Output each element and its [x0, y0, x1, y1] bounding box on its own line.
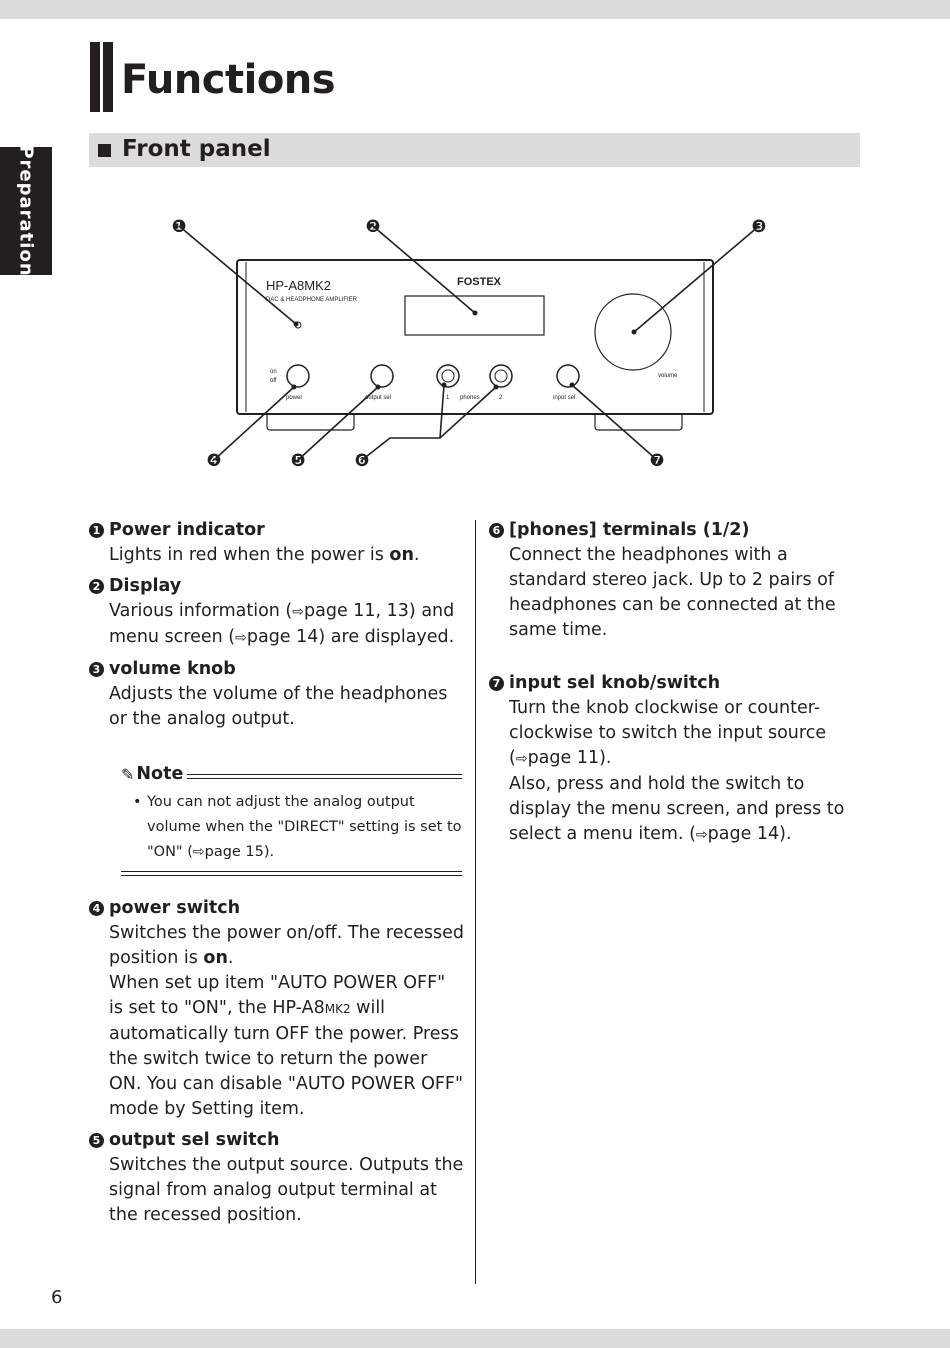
side-tab-label: Preparation	[15, 145, 37, 277]
callout-3: ❸	[751, 217, 767, 237]
arrow-icon: ⇨	[235, 630, 247, 646]
label-input-sel: input sel	[553, 395, 576, 401]
note-rule-bottom	[121, 871, 462, 876]
callout-2: ❷	[365, 217, 381, 237]
item-text: .	[413, 545, 420, 565]
item-text: Also, press and hold the switch to display the menu screen, and press to select a menu item. (	[509, 774, 845, 844]
note-text: You can not adjust the analog output volume when the "DIRECT" setting is set to "ON" (	[147, 794, 462, 860]
item-title: input sel	[509, 673, 596, 693]
item-text: page 14).	[707, 824, 792, 844]
item-number-badge: 5	[89, 1133, 104, 1148]
column-divider	[475, 520, 476, 1284]
label-phones-1: 1	[446, 395, 450, 401]
item-text: .	[227, 948, 234, 968]
label-volume: volume	[658, 373, 678, 379]
item-volume-knob	[89, 657, 464, 732]
item-display	[89, 574, 464, 651]
item-text: Adjusts the volume of the headphones or the analog output.	[109, 684, 448, 729]
callout-4: ❹	[206, 451, 222, 471]
arrow-icon: ⇨	[192, 844, 205, 860]
callout-5: ❺	[290, 451, 306, 471]
callout-1: ❶	[171, 217, 187, 237]
item-power-switch	[89, 896, 464, 1122]
item-number-badge: 1	[89, 523, 104, 538]
note-rule	[187, 774, 462, 779]
label-phones: phones	[460, 395, 480, 401]
label-output-sel: output sel	[365, 395, 392, 401]
arrow-icon: ⇨	[515, 751, 528, 767]
item-number-badge: 3	[89, 662, 104, 677]
item-input-sel	[489, 671, 864, 848]
section-title: Front panel	[122, 136, 271, 162]
item-number-badge: 6	[489, 523, 504, 538]
item-text: Various information (	[109, 601, 293, 621]
item-number-badge: 4	[89, 901, 104, 916]
label-on: on	[270, 369, 277, 375]
item-title: [phones] terminals (1/2)	[509, 520, 750, 540]
bottom-band	[0, 1329, 950, 1348]
left-column	[89, 518, 464, 1234]
device-model-label: HP-A8MK2	[266, 278, 332, 293]
note-body	[121, 786, 462, 871]
item-text: Lights in red when the power is	[109, 545, 390, 565]
item-title: Display	[109, 576, 182, 596]
item-title: Power indicator	[109, 520, 265, 540]
item-text: page 14) are displayed.	[246, 627, 455, 647]
note-text: page 15).	[204, 844, 275, 860]
item-title-rest: knob/switch	[595, 673, 721, 693]
item-text-bold: on	[203, 948, 228, 968]
item-phones	[489, 518, 864, 643]
item-text: Connect the headphones with a standard stereo jack. Up to 2 pairs of headphones can be connected at the same time.	[509, 545, 836, 640]
device-model-sub: DAC & HEADPHONE AMPLIFIER	[266, 297, 358, 303]
item-text: Switches the output source. Outputs the signal from analog output terminal at the recessed position.	[109, 1155, 464, 1225]
item-text: page 11).	[527, 748, 612, 768]
callout-6: ❻	[354, 451, 370, 471]
callout-7: ❼	[649, 451, 665, 471]
item-power-indicator	[89, 518, 464, 568]
item-output-sel	[89, 1128, 464, 1228]
item-text: Switches the power on/off. The recessed position is	[109, 923, 465, 968]
label-phones-2: 2	[499, 395, 503, 401]
item-text-bold: on	[389, 545, 414, 565]
note-box	[121, 762, 462, 876]
item-text: page 11, 13) and menu screen (	[109, 601, 455, 647]
item-title: volume knob	[109, 659, 236, 679]
item-text: Turn the knob clockwise or counter-clockwise to switch the input source (	[509, 698, 827, 768]
note-title: Note	[136, 763, 184, 784]
arrow-icon: ⇨	[695, 827, 708, 843]
item-text: will automatically turn OFF the power. Press the switch twice to return the power ON. You can disable "AUTO POWER OFF" mode by Setting item.	[109, 998, 464, 1119]
pin-icon: ✎	[121, 764, 135, 784]
page-title: Functions	[121, 57, 336, 103]
device-brand: FOSTEX	[457, 276, 502, 288]
front-panel-diagram	[0, 0, 950, 500]
item-text-mk: MK2	[324, 1002, 351, 1016]
page-number: 6	[51, 1287, 63, 1308]
item-title: output sel switch	[109, 1130, 280, 1150]
item-title: power switch	[109, 898, 241, 918]
item-text: When set up item "AUTO POWER OFF" is set to "ON", the HP-A8	[109, 973, 446, 1018]
right-column	[489, 518, 864, 854]
arrow-icon: ⇨	[292, 604, 304, 620]
item-number-badge: 7	[489, 676, 504, 691]
item-number-badge: 2	[89, 579, 104, 594]
bullet-icon: •	[133, 794, 142, 810]
label-power: power	[286, 395, 303, 401]
label-off: off	[270, 378, 277, 384]
